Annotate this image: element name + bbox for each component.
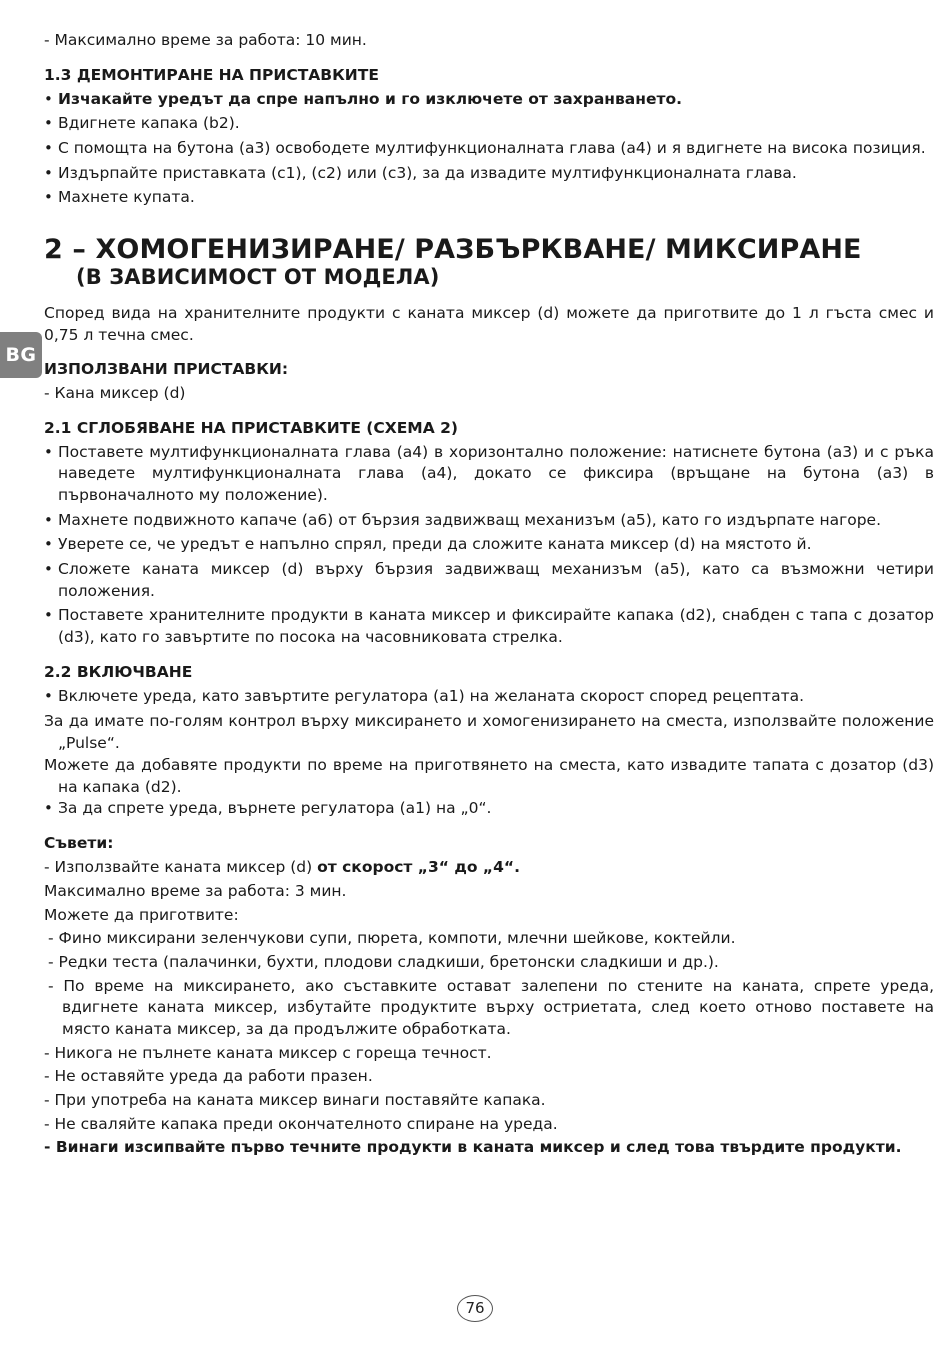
list-item: [44, 442, 934, 507]
heading-2-1: 2.1 СГЛОБЯВАНЕ НА ПРИСТАВКИТЕ (СХЕМА 2): [44, 418, 458, 437]
heading-2-2: 2.2 ВКЛЮЧВАНЕ: [44, 662, 193, 681]
max-time-line: - Максимално време за работа: 10 мин.: [44, 31, 367, 49]
list-item: [44, 89, 934, 111]
list-item: [44, 686, 934, 708]
tips-item-final: - Винаги изсипвайте първо течните продукти в каната миксер и след това твърдите продукти.: [44, 1138, 902, 1157]
list-item: [44, 113, 934, 135]
list-item-text: Махнете подвижното капаче (a6) от бързия задвижващ механизъм (a5), като го издърпате нагоре.: [58, 510, 881, 529]
tips-line-speed: [44, 857, 934, 879]
heading-tips: Съвети:: [44, 834, 114, 853]
page-content: [44, 30, 934, 1161]
list-item-text: Махнете купата.: [58, 188, 195, 207]
paragraph-pulse: За да имате по-голям контрол върху миксирането и хомогенизирането на сместа, използвайте положение „Pulse“.: [44, 712, 934, 753]
bullet-icon: •: [44, 606, 53, 625]
bullet-icon: •: [44, 188, 53, 207]
tips-line-maxtime: Максимално време за работа: 3 мин.: [44, 881, 347, 900]
section-title-2-main: 2 – ХОМОГЕНИЗИРАНЕ/ РАЗБЪРКВАНЕ/ МИКСИРАНЕ: [44, 234, 862, 266]
list-item-text: Поставете мултифункционалната глава (a4) в хоризонтално положение: натиснете бутона (a3) и с ръка наведете мултифункционалната глава (a4), докато се фиксира (връщане на бутона (a3) в първоначалното му положение).: [58, 442, 934, 504]
list-item-text: Сложете каната миксер (d) върху бързия задвижващ механизъм (a5), като са възможни четири положения.: [58, 560, 934, 600]
list-item: [44, 534, 934, 556]
list-item-text: Издърпайте приставката (c1), (c2) или (c3), за да извадите мултифункционалната глава.: [58, 163, 797, 182]
list-item-text: За да спрете уреда, върнете регулатора (a1) на „0“.: [58, 799, 492, 818]
list-item-text: Изчакайте уредът да спре напълно и го изключете от захранването.: [58, 89, 682, 108]
bullet-icon: •: [44, 686, 53, 705]
list-item-text: Поставете хранителните продукти в каната миксер и фиксирайте капака (d2), снабден с тапа с дозатор (d3), като го завъртите по посока на часовниковата стрелка.: [58, 606, 934, 647]
heading-1-3: 1.3 ДЕМОНТИРАНЕ НА ПРИСТАВКИТЕ: [44, 65, 379, 84]
bullet-icon: •: [44, 89, 53, 108]
list-item-text: Вдигнете капака (b2).: [58, 114, 240, 133]
list-item: [44, 559, 934, 602]
list-item-text: Уверете се, че уредът е напълно спрял, преди да сложите каната миксер (d) на мястото й.: [58, 535, 812, 554]
list-item: [44, 605, 934, 648]
tips-item: - Никога не пълнете каната миксер с гореща течност.: [44, 1043, 492, 1062]
bullet-icon: •: [44, 442, 53, 461]
page-number: [0, 1295, 950, 1322]
accessories-item: - Кана миксер (d): [44, 383, 186, 402]
tips-sub-item: - По време на миксирането, ако съставките остават залепени по стените на каната, спрете уреда, вдигнете каната миксер, избутайте продуктите върху остриетата, след което отново поставете на място каната миксер, за да продължите обработката.: [48, 976, 934, 1038]
page-number-value: 76: [457, 1295, 493, 1322]
list-item: [44, 510, 934, 532]
heading-accessories: ИЗПОЛЗВАНИ ПРИСТАВКИ:: [44, 359, 289, 378]
bullet-icon: •: [44, 510, 53, 529]
bullet-icon: •: [44, 163, 53, 182]
tips-line-speed-bold: от скорост „3“ до „4“.: [317, 858, 520, 877]
list-item-text: С помощта на бутона (a3) освободете мултифункционалната глава (a4) и я вдигнете на висока позиция.: [58, 139, 926, 158]
bullet-icon: •: [44, 560, 53, 578]
paragraph-add-products: Можете да добавяте продукти по време на приготвянето на сместа, като извадите тапата с дозатор (d3) на капака (d2).: [44, 756, 934, 797]
list-item: [44, 138, 934, 160]
section-title-2-sub: (В ЗАВИСИМОСТ ОТ МОДЕЛА): [76, 265, 440, 290]
section-title-2: [44, 235, 934, 290]
tips-line-speed-prefix: - Използвайте каната миксер (d): [44, 858, 318, 877]
section-2-intro: Според вида на хранителните продукти с каната миксер (d) можете да приготвите до 1 л гъста смес и 0,75 л течна смес.: [44, 303, 934, 344]
bullet-icon: •: [44, 114, 53, 133]
tips-item: - Не сваляйте капака преди окончателното спиране на уреда.: [44, 1114, 558, 1133]
list-item-text: Включете уреда, като завъртите регулатора (a1) на желаната скорост според рецептата.: [58, 686, 805, 705]
language-tab: BG: [0, 332, 42, 378]
bullet-icon: •: [44, 535, 53, 554]
list-item: [44, 798, 934, 820]
tips-line-canprepare: Можете да приготвите:: [44, 905, 239, 924]
list-item: [44, 187, 934, 209]
tips-sub-item: - Фино миксирани зеленчукови супи, пюрета, компоти, млечни шейкове, коктейли.: [48, 929, 736, 948]
tips-sub-item: - Редки теста (палачинки, бухти, плодови сладкиши, бретонски сладкиши и др.).: [48, 952, 719, 971]
list-item: [44, 163, 934, 185]
tips-item: - Не оставяйте уреда да работи празен.: [44, 1067, 373, 1086]
tips-item: - При употреба на каната миксер винаги поставяйте капака.: [44, 1091, 546, 1109]
bullet-icon: •: [44, 799, 53, 818]
bullet-icon: •: [44, 139, 53, 158]
